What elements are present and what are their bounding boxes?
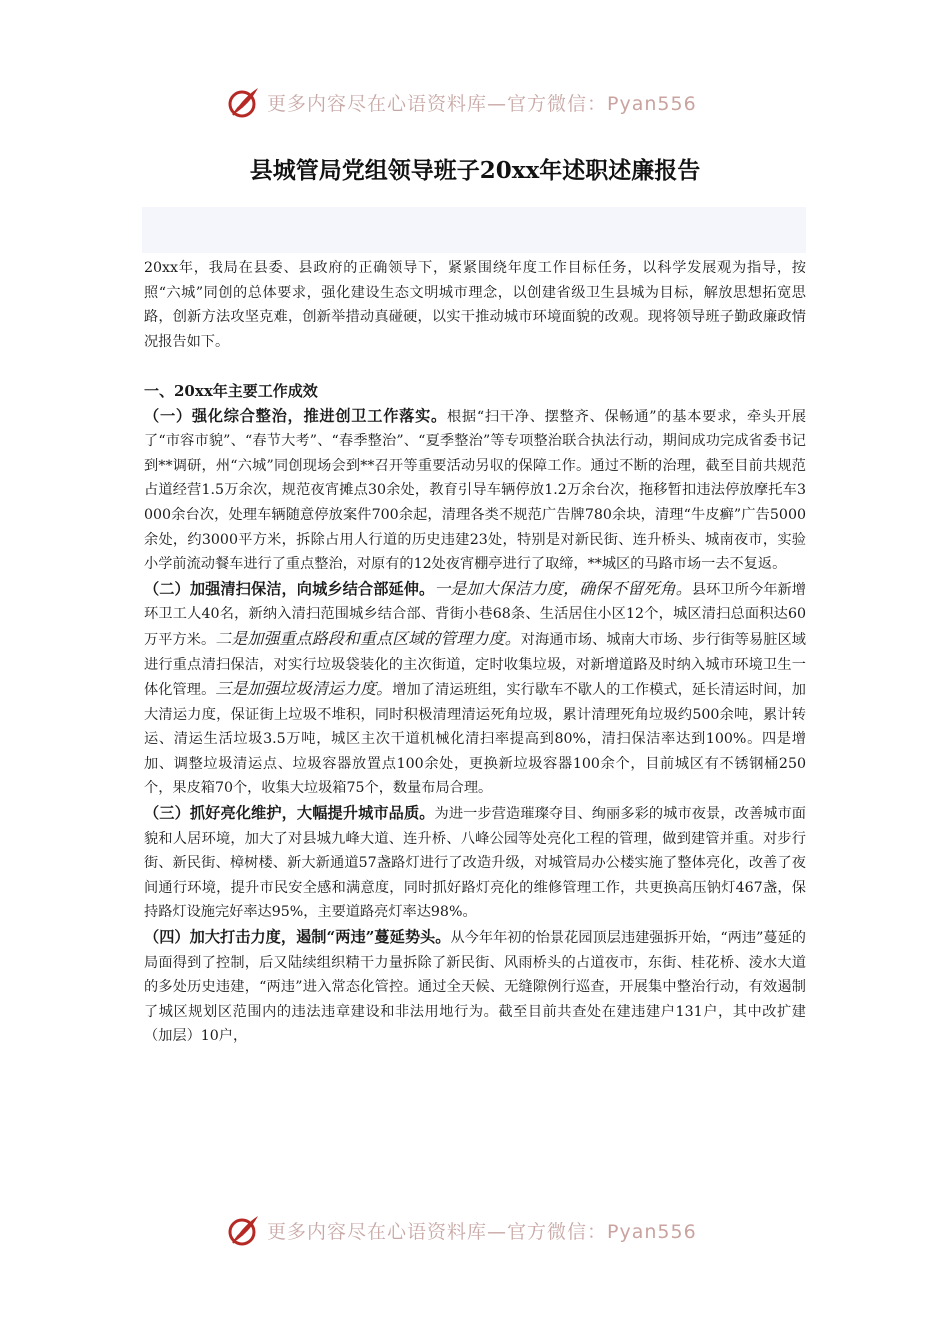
header-watermark-banner <box>227 82 727 122</box>
item-body-4: 从今年年初的怡景花园顶层违建强拆开始，“两违”蔓延的局面得到了控制，后又陆续组织精干力量拆除了新民街、风雨桥头的占道夜市，东街、桂花桥、淩水大道的多处历史违建，“两违”进入常态化管控。通过全天候、无缝隙例行巡查，开展集中整治行动，有效遏制了城区规划区范围内的违法违章建设和非法用地行为。截至目前共查处在建违建户131户，其中改扩建（加层）10户， <box>144 930 806 1045</box>
document-body <box>144 256 806 1049</box>
item-2-text-1: 县环卫所今年新增环卫工人40名，新纳入清扫范围城乡结合部、背街小巷68条、生活居住小区12个，城区清扫总面积达60万平方米。 <box>144 581 806 648</box>
watermark-text: 更多内容尽在心语资料库—官方微信：Pyan556 <box>267 1220 697 1243</box>
quill-logo-icon <box>227 85 261 119</box>
item-heading-2: （二）加强清扫保洁，向城乡结合部延伸。 <box>144 579 435 598</box>
wechat-id: Pyan556 <box>607 1220 697 1243</box>
item-2-text-2: 对海通市场、城南大市场、步行街等易脏区域进行重点清扫保洁，对实行垃圾袋装化的主次街道，定时收集垃圾，对新增道路及时纳入城市环境卫生一体化管理。 <box>144 631 806 699</box>
footer-watermark-banner <box>227 1210 727 1250</box>
intro-paragraph: 20xx年，我局在县委、县政府的正确领导下，紧紧围绕年度工作目标任务，以科学发展观为指导，按照“六城”同创的总体要求，强化建设生态文明城市理念，以创建省级卫生县城为目标，解放思想拓宽思路，创新方法攻坚克难，创新举措动真碰硬，以实干推动城市环境面貌的改观。现将领导班子勤政廉政情况报告如下。 <box>144 260 806 350</box>
item-2-point-3: 三是加强垃圾清运力度。 <box>215 679 393 699</box>
paragraph-item-3 <box>144 801 806 925</box>
header-shaded-panel <box>142 207 806 253</box>
item-body-1: 根据“扫干净、摆整齐、保畅通”的基本要求，牵头开展了“市容市貌”、“春节大考”、“春季整治”、“夏季整治”等专项整治联合执法行动，期间成功完成省委书记到**调研，州“六城”同创现场会到**召开等重要活动另収的保障工作。通过不断的治理，截至目前共规范占道经营1.5万余次，规范夜宵摊点30余处，教育引导车辆停放1.2万余台次，拖移暂扣违法停放摩托车3000余台次，处理车辆随意停放案件700余起，清理各类不规范广告牌780余块，清理“牛皮癣”广告5000余处，约3000平方米，拆除占用人行道的历史违建23处，特别是对新民街、连升桥头、城南夜市，实验小学前流动餐车进行了重点整治，对原有的12处夜宵棚亭进行了取缔，**城区的马路市场一去不复返。 <box>144 408 807 573</box>
item-heading-1: （一）强化综合整治，推进创卫工作落实。 <box>144 406 447 425</box>
item-heading-3: （三）抓好亮化维护，大幅提升城市品质。 <box>144 804 435 823</box>
wechat-id: Pyan556 <box>607 92 697 115</box>
watermark-text: 更多内容尽在心语资料库—官方微信：Pyan556 <box>267 92 697 115</box>
quill-logo-icon <box>227 1213 261 1247</box>
item-heading-4: （四）加大打击力度，遏制“两违”蔓延势头。 <box>144 928 451 947</box>
paragraph-item-4 <box>144 925 806 1049</box>
item-2-text-3: 增加了清运班组，实行歇车不歇人的工作模式，延长清运时间，加大清运力度，保证街上垃圾不堆积，同时积极清理清运死角垃圾，累计清理死角垃圾约500余吨，累计转运、清运生活垃圾3.5万吨，城区主次干道机械化清扫率提高到80%，清扫保洁率达到100%。四是增加、调整垃圾清运点、垃圾容器放置点100余处，更换新垃圾容器100余个，目前城区有不锈钢桶250个，果皮箱70个，收集大垃圾箱75个，数量布局合理。 <box>144 682 806 797</box>
item-body-3: 为进一步营造璀璨夺目、绚丽多彩的城市夜景，改善城市面貌和人居环境，加大了对县城九峰大道、连升桥、八峰公园等处亮化工程的管理，做到建管并重。对步行街、新民街、樟树楼、新大新通道57盏路灯进行了改造升级，对城管局办公楼实施了整体亮化，改善了夜间通行环境，提升市民安全感和满意度，同时抓好路灯亮化的维修管理工作，共更换高压钠灯467盏，保持路灯设施完好率达95%，主要道路亮灯率达98%。 <box>144 806 806 921</box>
section-heading: 一、20xx年主要工作成效 <box>144 381 318 400</box>
paragraph-item-1 <box>144 404 806 577</box>
item-2-point-1: 一是加大保洁力度，确保不留死角。 <box>434 578 692 598</box>
document-title: 县城管局党组领导班子20xx年述职述廉报告 <box>249 157 701 184</box>
item-2-point-2: 二是加强重点路段和重点区域的管理力度。 <box>215 628 521 648</box>
paragraph-item-2 <box>144 577 806 801</box>
